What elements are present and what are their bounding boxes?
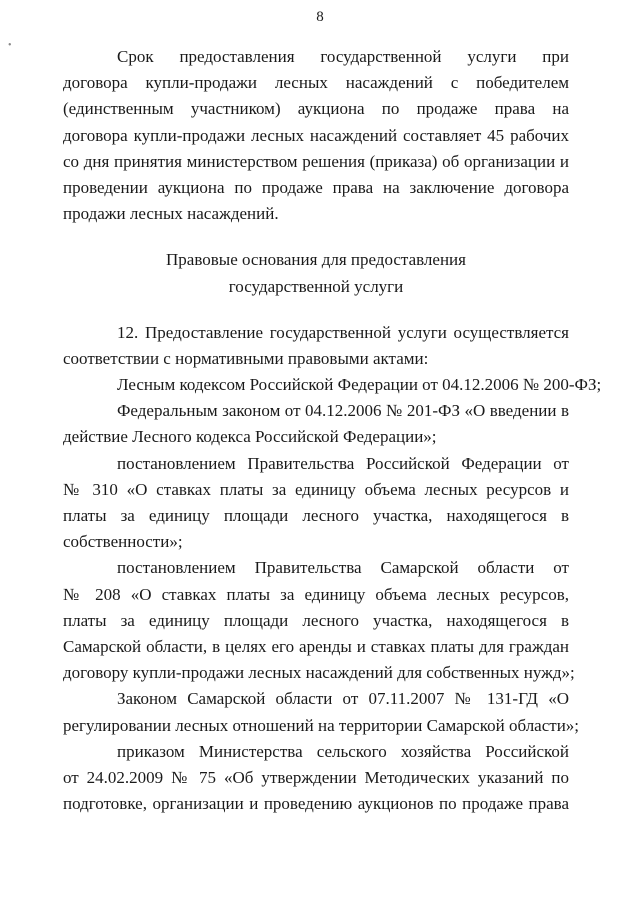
- legal-act-item: [63, 739, 569, 818]
- paragraph-line: № 310 «О ставках платы за единицу объема лесных ресурсов и: [63, 479, 569, 499]
- legal-act-item: [63, 555, 575, 686]
- paragraph-line: договора купли-продажи лесных насаждений с победителем: [63, 73, 569, 93]
- paragraph-service-term: [63, 44, 569, 227]
- heading-line: государственной услуги: [228, 276, 404, 296]
- legal-act-item: [63, 451, 569, 556]
- paragraph-line: договора купли-продажи лесных насаждений составляет 45 рабочих: [63, 125, 569, 145]
- paragraph-line: со дня принятия министерством решения (приказа) об организации и: [63, 151, 569, 171]
- paragraph-line: платы за единицу площади лесного участка, находящегося в: [63, 610, 569, 630]
- paragraph-line: договору купли-продажи лесных насаждений для собственных нужд»;: [63, 663, 575, 683]
- paragraph-line: постановлением Правительства Самарской области от: [117, 558, 569, 578]
- margin-mark: •: [8, 40, 12, 51]
- legal-act-item: [63, 686, 580, 738]
- paragraph-12: [63, 320, 569, 372]
- paragraph-line: от 24.02.2009 № 75 «Об утверждении Методических указаний по: [63, 767, 569, 787]
- legal-act-item: [63, 372, 602, 398]
- paragraph-line: подготовке, организации и проведению аукционов по продаже права: [63, 794, 569, 814]
- paragraph-line: приказом Министерства сельского хозяйства Российской: [117, 741, 569, 761]
- paragraph-line: Лесным кодексом Российской Федерации от 04.12.2006 № 200-ФЗ;: [117, 375, 602, 395]
- paragraph-line: соответствии с нормативными правовыми актами:: [63, 348, 429, 368]
- paragraph-line: регулировании лесных отношений на территории Самарской области»;: [63, 715, 580, 735]
- paragraph-line: собственности»;: [63, 532, 183, 552]
- paragraph-line: платы за единицу площади лесного участка, находящегося в: [63, 506, 569, 525]
- paragraph-line: Срок предоставления государственной услуги при: [117, 47, 569, 66]
- paragraph-line: Законом Самарской области от 07.11.2007 № 131-ГД «О: [117, 689, 569, 709]
- paragraph-line: Самарской области, в целях его аренды и ставках платы для граждан: [63, 636, 569, 656]
- document-body: [63, 44, 602, 817]
- paragraph-line: 12. Предоставление государственной услуги осуществляется: [117, 322, 569, 342]
- paragraph-line: № 208 «О ставках платы за единицу объема лесных ресурсов,: [63, 584, 569, 604]
- heading-line: Правовые основания для предоставления: [166, 250, 466, 270]
- paragraph-line: постановлением Правительства Российской Федерации от: [117, 453, 569, 473]
- paragraph-line: (единственным участником) аукциона по продаже права на: [63, 99, 569, 119]
- section-heading: [63, 247, 569, 299]
- page-number: 8: [316, 9, 324, 25]
- paragraph-line: действие Лесного кодекса Российской Федерации»;: [63, 427, 437, 447]
- paragraph-line: Федеральным законом от 04.12.2006 № 201-ФЗ «О введении в: [117, 401, 569, 421]
- legal-act-item: [63, 398, 569, 450]
- paragraph-line: проведении аукциона по продаже права на заключение договора: [63, 177, 569, 197]
- paragraph-line: продажи лесных насаждений.: [63, 204, 279, 224]
